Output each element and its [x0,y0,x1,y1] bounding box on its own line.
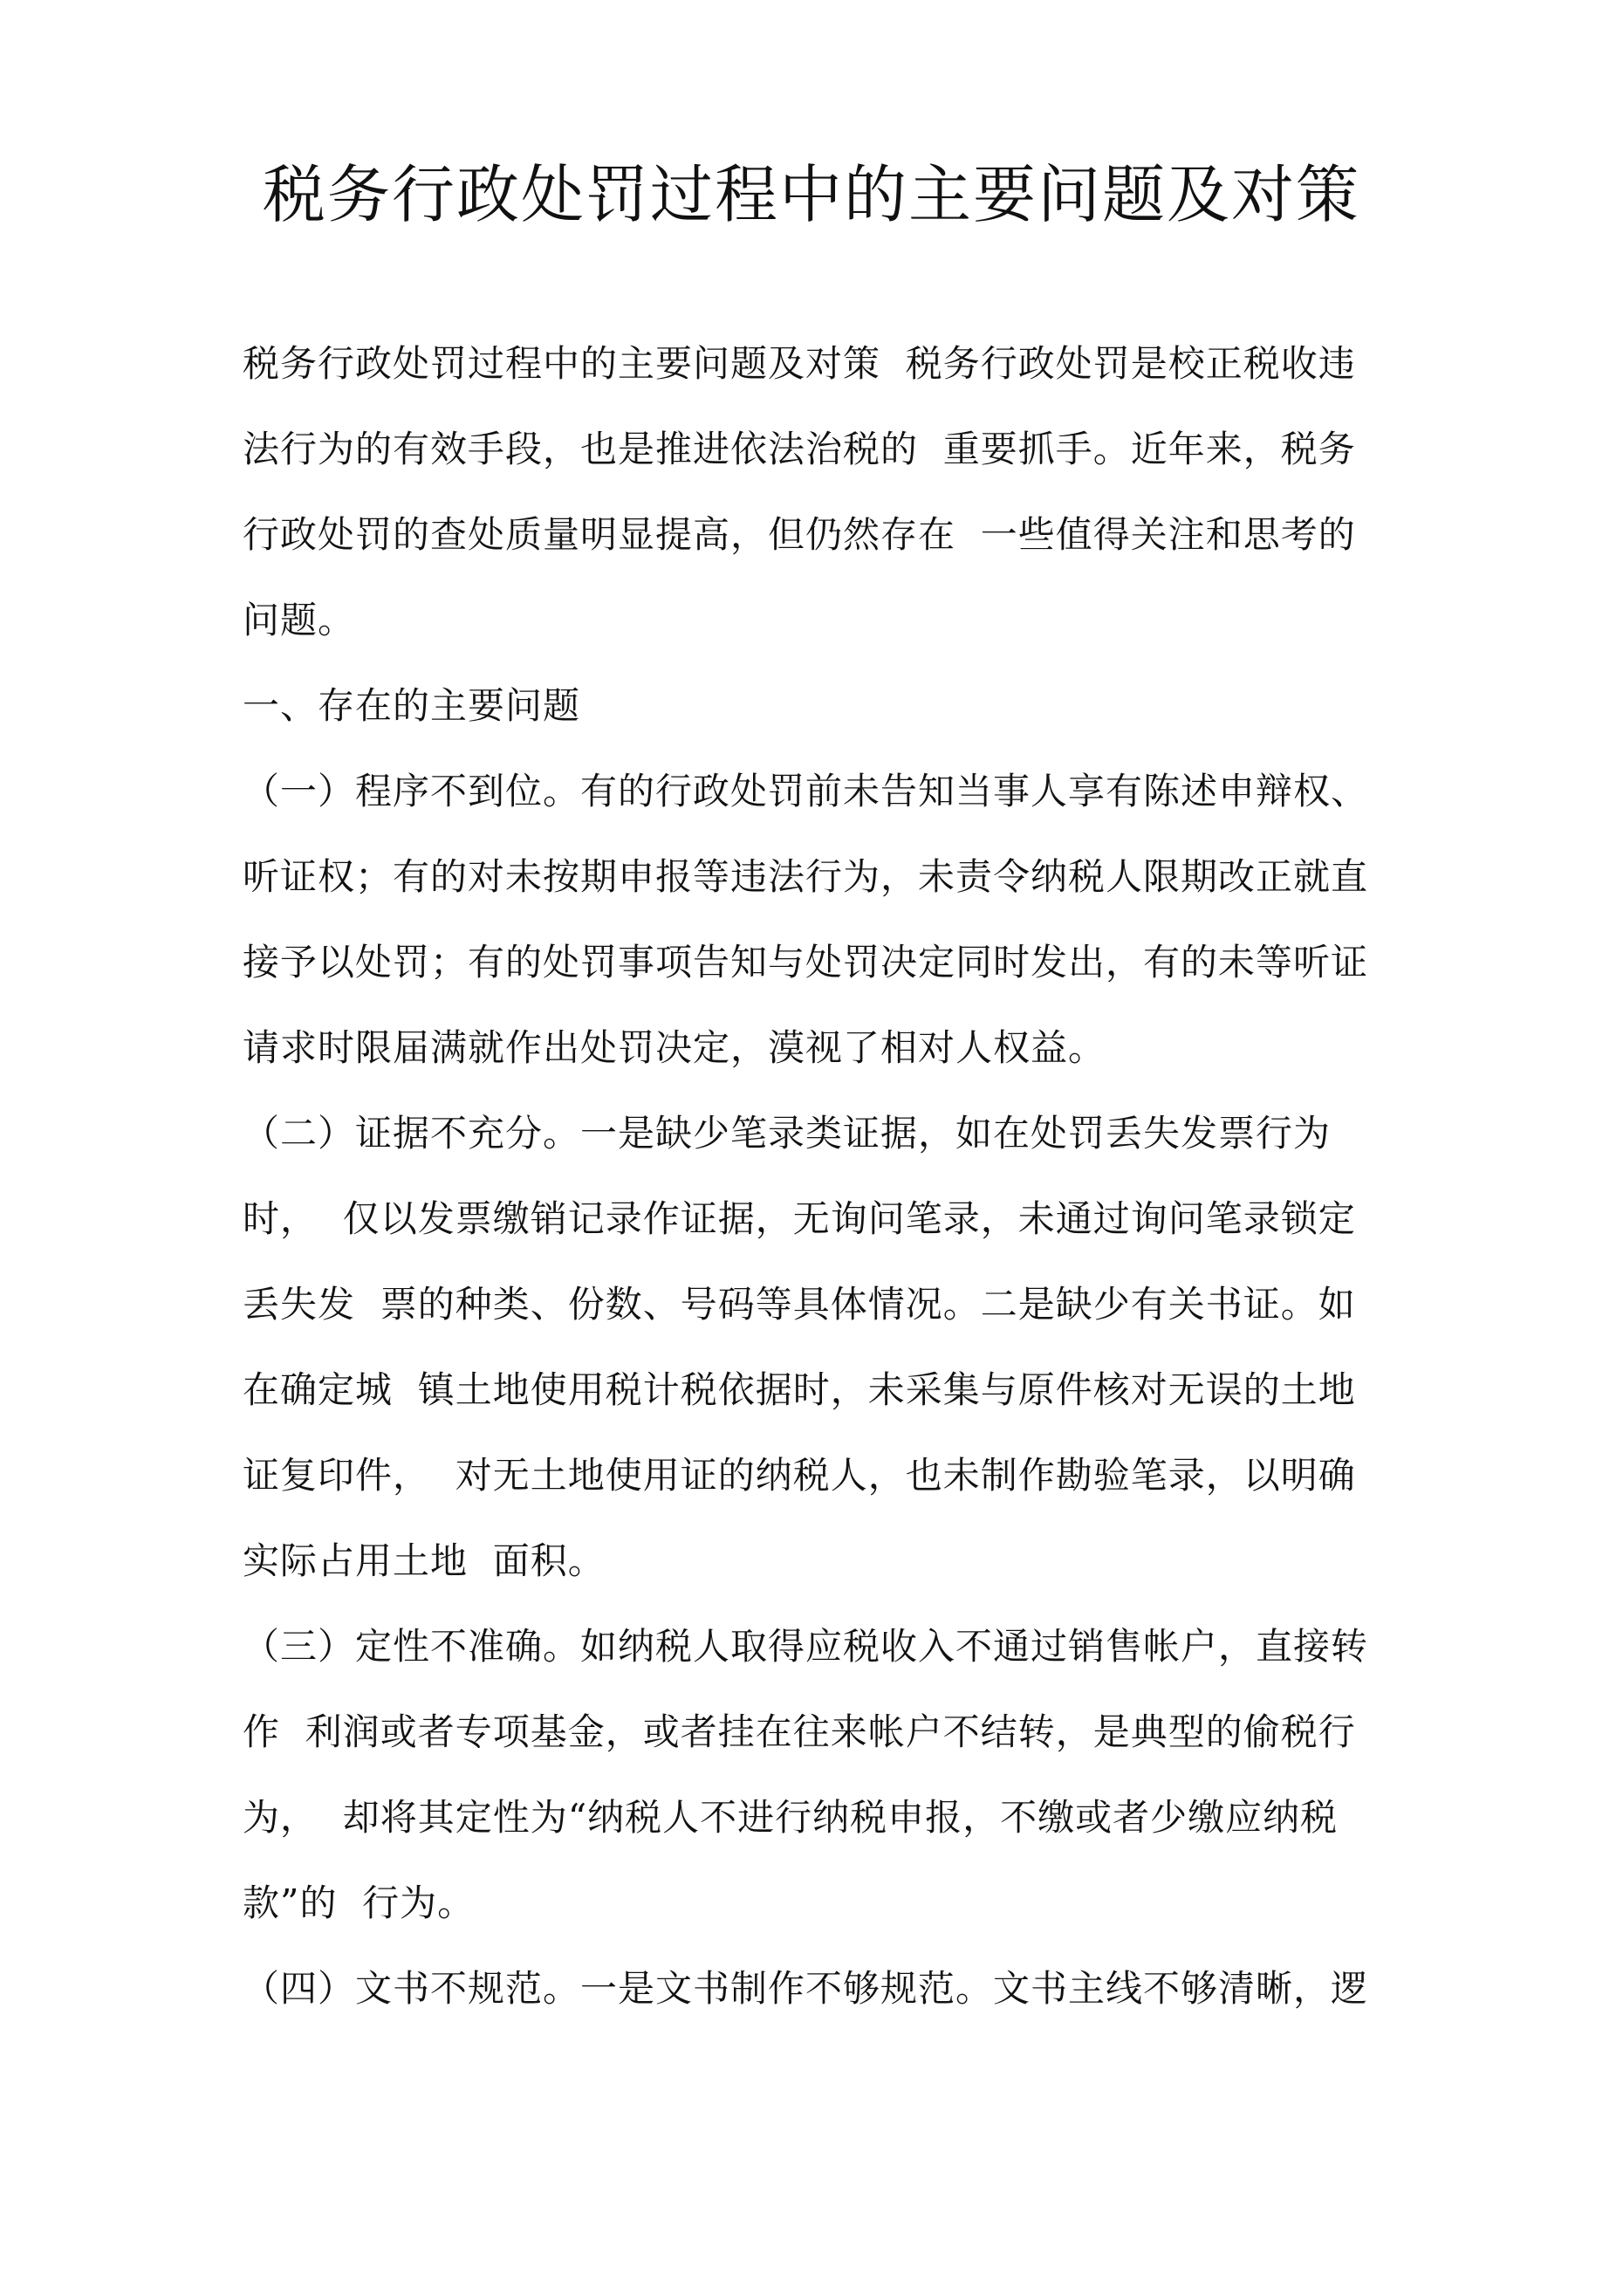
body-line: 时， 仅以发票缴销记录作证据，无询问笔录，未通过询问笔录锁定 [243,1197,1356,1240]
body-line: 证复印件， 对无土地使用证的纳税人，也未制作勘验笔录，以明确 [243,1454,1356,1497]
document-body [243,321,1403,2032]
body-line: 法行为的有效手段，也是推进依法治税的 重要抓手。近年来，税务 [243,428,1356,470]
body-line: （三）定性不准确。如纳税人取得应税收入不通过销售帐户，直接转 [243,1625,1369,1668]
body-line: 实际占用土地 面积。 [243,1539,606,1582]
body-line: 听证权；有的对未按期申报等违法行为，未责令纳税人限期改正就直 [243,855,1369,898]
body-line: 作 利润或者专项基金，或者挂在往来帐户不结转，是典型的偷税行 [243,1710,1356,1753]
document-title: 税务行政处罚过程中的主要问题及对策 [262,158,1360,231]
body-line: 为， 却将其定性为“纳税人不进行纳税申报，不缴或者少缴应纳税 [243,1796,1339,1839]
body-line: 请求时限届满就作出处罚决定，漠视了相对人权益。 [243,1026,1106,1069]
body-line: （四）文书不规范。一是文书制作不够规范。文书主线不够清晰，逻 [243,1967,1369,2010]
body-line: 款”的 行为。 [243,1881,476,1924]
body-line: 丢失发 票的种类、份数、号码等具体情况。二是缺少有关书证。如 [243,1283,1356,1326]
body-line: 行政处罚的查处质量明显提高，但仍然存在 一些值得关注和思考的 [243,513,1356,556]
body-line: （一）程序不到位。有的行政处罚前未告知当事人享有陈述申辩权、 [243,770,1369,812]
body-line: 在确定城 镇土地使用税计税依据时，未采集与原件核对无误的土地 [243,1368,1356,1411]
body-line: （二）证据不充分。一是缺少笔录类证据，如在处罚丢失发票行为 [243,1112,1332,1155]
body-line: 问题。 [243,599,356,641]
section-heading: 一、存在的主要问题 [243,684,581,727]
body-line: 税务行政处罚过程中的主要问题及对策 税务行政处罚是校正税收违 [243,342,1356,385]
body-line: 接予以处罚；有的处罚事项告知与处罚决定同时发出，有的未等听证 [243,941,1369,984]
